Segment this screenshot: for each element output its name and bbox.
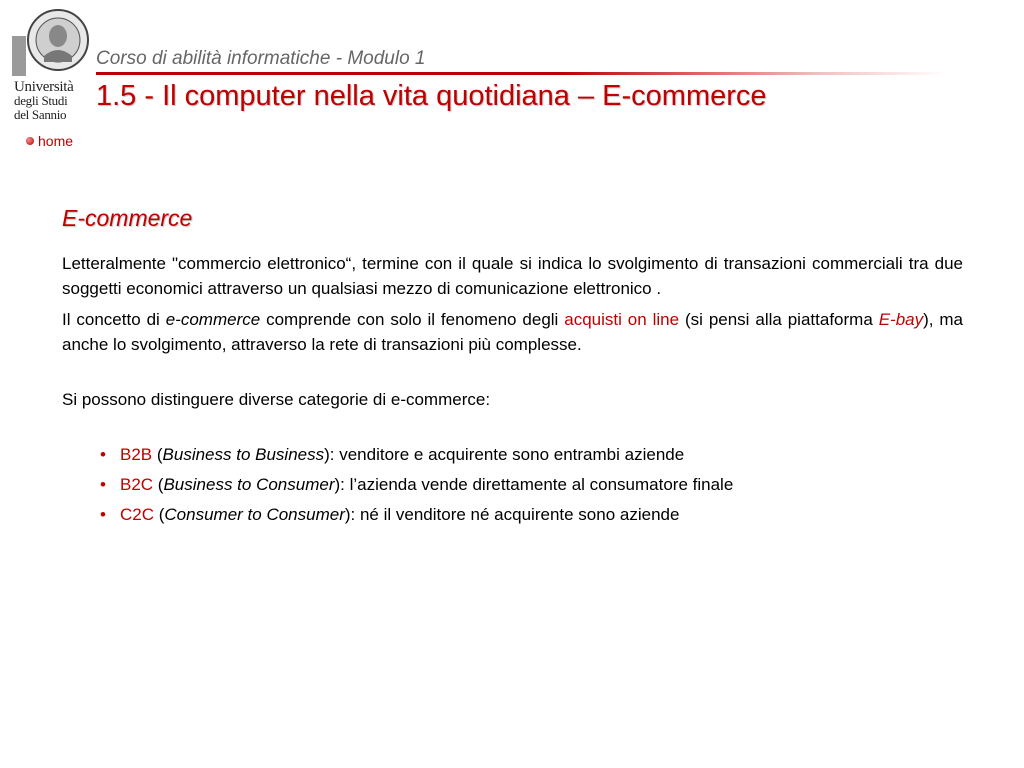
slide-content [62,206,963,532]
bullet-dot-icon [26,137,34,145]
category-code: B2B [120,445,153,464]
ebay-highlight: E-bay [878,310,924,329]
concept-text-1: Il concetto di [62,310,166,329]
list-item [100,442,963,467]
list-item [100,472,963,497]
online-purchases-highlight: acquisti on line [564,310,680,329]
concept-term: e-commerce [165,310,261,329]
category-list [62,442,963,527]
concept-text-3: (si pensi alla piattaforma [679,310,879,329]
category-description: ): venditore e acquirente sono entrambi aziende [324,445,685,464]
category-paren: ( [153,475,164,494]
logo-line-2: degli Studi [14,93,68,108]
concept-text-4: ), ma anche lo svolgimento, attraverso la rete di transazioni più complesse. [62,310,964,354]
category-name: Business to Business [162,445,325,464]
concept-text-2: comprende con solo il fenomeno degli [260,310,565,329]
category-description: ): né il venditore né acquirente sono aziende [344,505,680,524]
category-code: B2C [120,475,154,494]
concept-paragraph [62,307,963,357]
definition-paragraph: Letteralmente "commercio elettronico“, termine con il quale si indica lo svolgimento di transazioni commerciali tra due soggetti economici attraverso un qualsiasi mezzo di comunicazione elettronico . [62,254,963,298]
course-subtitle: Corso di abilità informatiche - Modulo 1 [96,48,426,69]
slide-title: 1.5 - Il computer nella vita quotidiana – E-commerce [96,80,767,112]
category-name: Business to Consumer [163,475,335,494]
logo-line-1: Università [14,79,74,95]
category-paren: ( [154,505,165,524]
home-link-label: home [38,133,74,149]
university-logo [10,6,92,126]
section-heading: E-commerce [62,205,193,231]
university-logo-text [14,80,100,122]
category-description: ): l’azienda vende direttamente al consumatore finale [334,475,734,494]
category-code: C2C [120,505,155,524]
header-divider [96,72,946,75]
home-link[interactable] [26,133,73,149]
logo-line-3: del Sannio [14,107,67,122]
list-item [100,502,963,527]
university-seal-icon [10,6,92,76]
categories-intro: Si possono distinguere diverse categorie di e-commerce: [62,390,491,409]
category-name: Consumer to Consumer [164,505,345,524]
category-paren: ( [152,445,163,464]
